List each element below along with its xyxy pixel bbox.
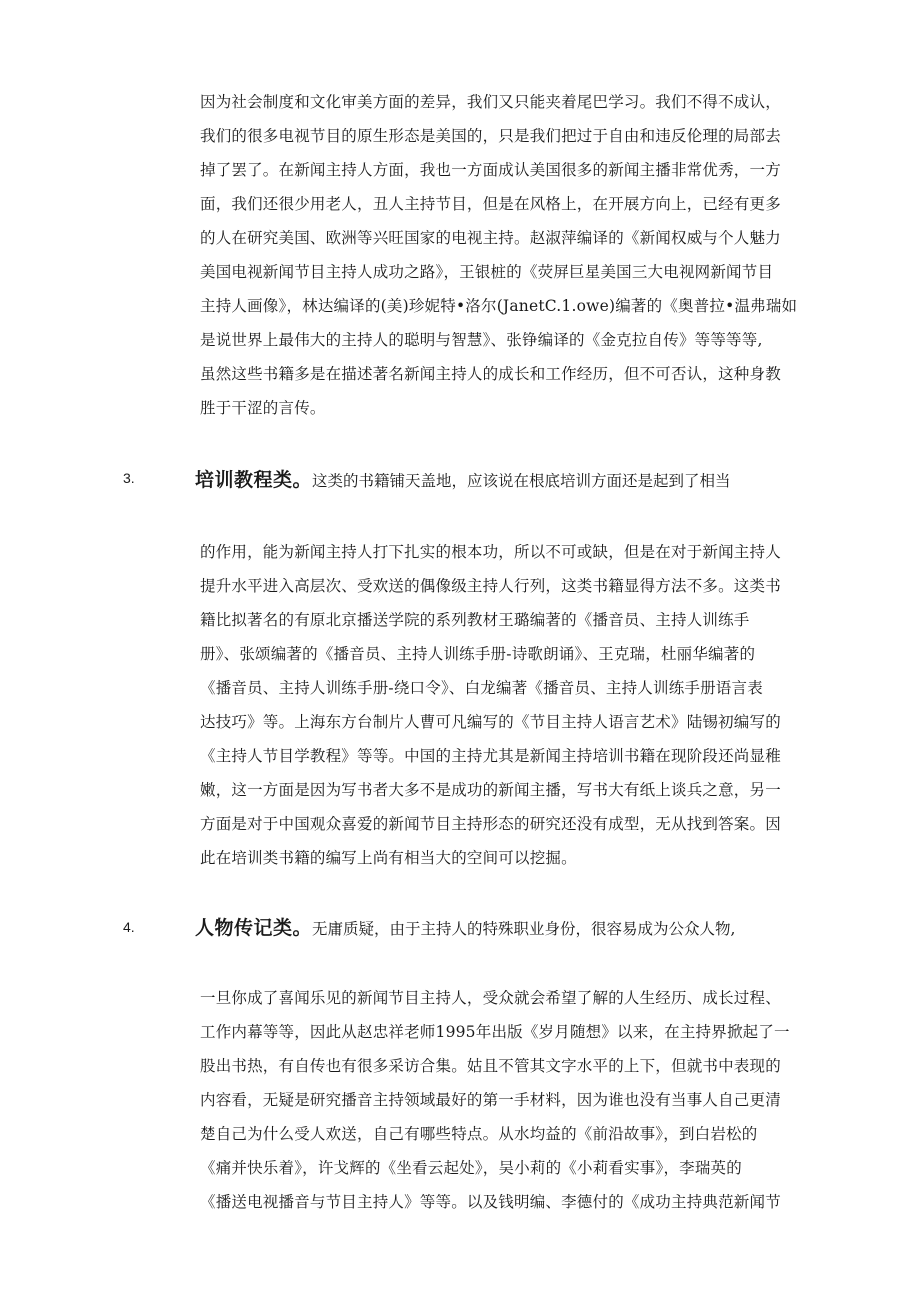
text-line: 面，我们还很少用老人，丑人主持节目，但是在风格上，在开展方向上，已经有更多 [200,195,781,213]
section-lead-text: 这类的书籍铺天盖地，应该说在根底培训方面还是起到了相当 [312,472,731,490]
text-line: 册》、张颂编著的《播音员、主持人训练手册-诗歌朗诵》、王克瑞，杜丽华编著的 [200,645,756,663]
text-line: 方面是对于中国观众喜爱的新闻节目主持形态的研究还没有成型，无从找到答案。因 [200,815,781,833]
text-line: 籍比拟著名的有原北京播送学院的系列教材王璐编著的《播音员、主持人训练手 [200,611,750,629]
list-number: 3. [123,470,135,486]
text-line: 的人在研究美国、欧洲等兴旺国家的电视主持。赵淑萍编译的《新闻权威与个人魅力 [200,229,781,247]
list-number: 4. [123,919,135,935]
text-line: 嫩，这一方面是因为写书者大多不是成功的新闻主播，写书大有纸上谈兵之意，另一 [200,781,781,799]
text-line: 工作内幕等等，因此从赵忠祥老师1995年出版《岁月随想》以来，在主持界掀起了一 [200,1023,790,1041]
text-line: 《痛并快乐着》，许戈辉的《坐看云起处》，吴小莉的《小莉看实事》，李瑞英的 [200,1159,742,1177]
section-heading-row [195,465,731,492]
text-line: 因为社会制度和文化审美方面的差异，我们又只能夹着尾巴学习。我们不得不成认， [200,93,781,111]
text-line: 胜于干涩的言传。 [200,399,326,417]
text-line: 楚自己为什么受人欢送，自己有哪些特点。从水均益的《前沿故事》，到白岩松的 [200,1125,758,1143]
text-line: 主持人画像》，林达编译的(美)珍妮特•洛尔(JanetC.1.owe)编著的《奥普拉•温弗瑞如 [200,297,798,315]
text-line: 提升水平进入高层次、受欢送的偶像级主持人行列，这类书籍显得方法不多。这类书 [200,577,781,595]
text-line: 《播音员、主持人训练手册-绕口令》、白龙编著《播音员、主持人训练手册语言表 [200,679,763,697]
section-heading: 培训教程类。 [195,469,313,491]
text-line: 《播送电视播音与节目主持人》等等。以及钱明编、李德付的《成功主持典范新闻节 [200,1193,781,1211]
text-line: 此在培训类书籍的编写上尚有相当大的空间可以挖掘。 [200,849,577,867]
text-line: 达技巧》等。上海东方台制片人曹可凡编写的《节目主持人语言艺术》陆锡初编写的 [200,713,781,731]
text-line: 掉了罢了。在新闻主持人方面，我也一方面成认美国很多的新闻主播非常优秀，一方 [200,161,781,179]
section-lead-text: 无庸质疑，由于主持人的特殊职业身份，很容易成为公众人物, [312,920,736,938]
text-line: 一旦你成了喜闻乐见的新闻节目主持人，受众就会希望了解的人生经历、成长过程、 [200,989,781,1007]
text-line: 虽然这些书籍多是在描述著名新闻主持人的成长和工作经历，但不可否认，这种身教 [200,365,781,383]
text-line: 股出书热，有自传也有很多采访合集。姑且不管其文字水平的上下，但就书中表现的 [200,1057,781,1075]
text-line: 内容看，无疑是研究播音主持领域最好的第一手材料，因为谁也没有当事人自己更清 [200,1091,781,1109]
text-line: 我们的很多电视节目的原生形态是美国的，只是我们把过于自由和违反伦理的局部去 [200,127,781,145]
text-line: 的作用，能为新闻主持人打下扎实的根本功，所以不可或缺，但是在对于新闻主持人 [200,543,781,561]
section-heading: 人物传记类。 [195,917,313,939]
text-line: 美国电视新闻节目主持人成功之路》，王银桩的《荧屏巨星美国三大电视网新闻节目 [200,263,774,281]
text-line: 《主持人节目学教程》等等。中国的主持尤其是新闻主持培训书籍在现阶段还尚显稚 [200,747,781,765]
section-heading-row [195,913,735,940]
text-line: 是说世界上最伟大的主持人的聪明与智慧》、张铮编译的《金克拉自传》等等等等, [200,331,763,349]
